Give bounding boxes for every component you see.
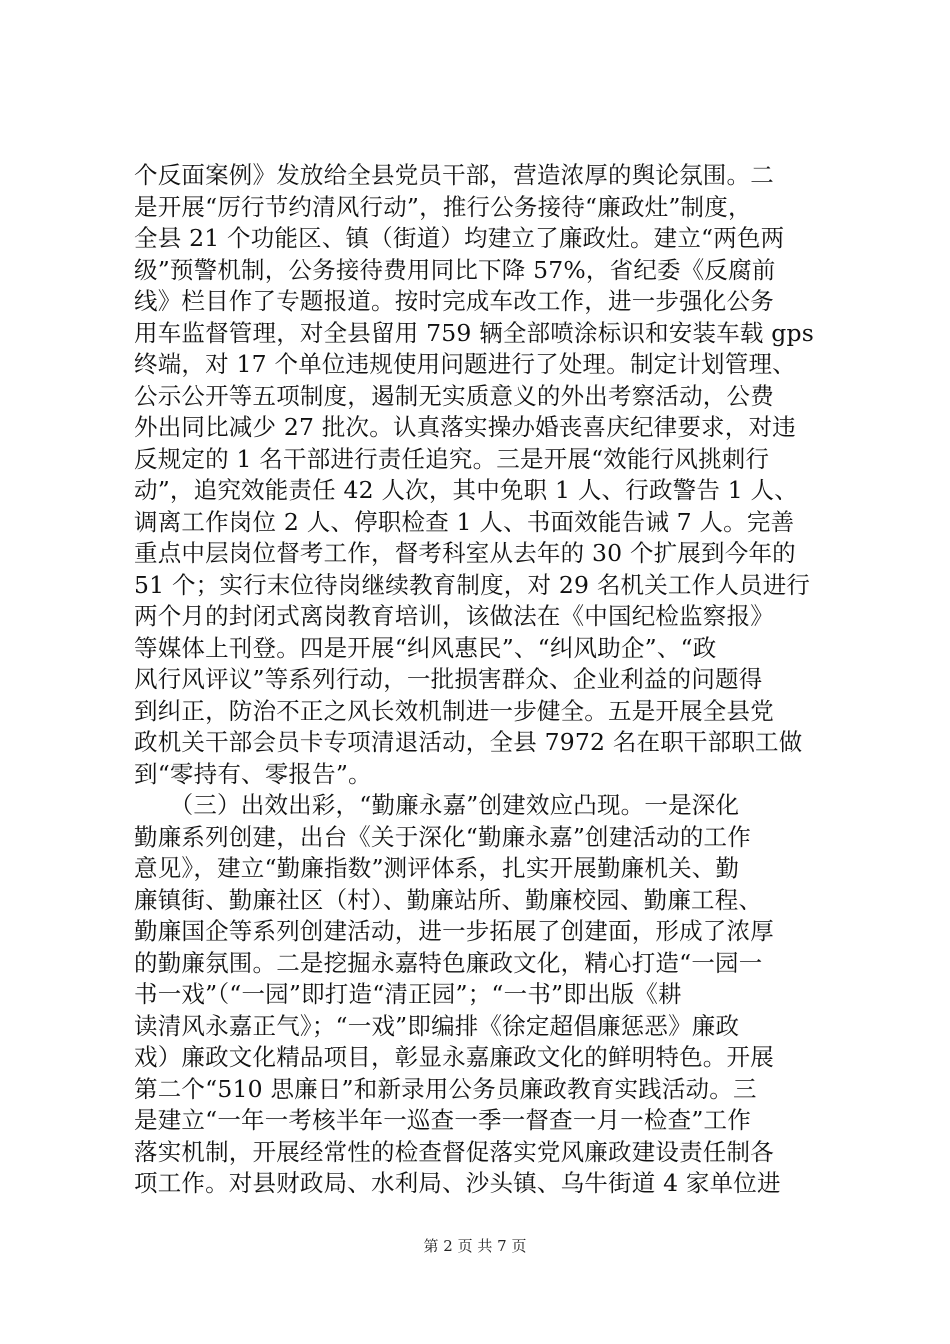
- text-line: 终端，对 17 个单位违规使用问题进行了处理。制定计划管理、: [134, 350, 796, 378]
- page-footer: 第 2 页 共 7 页: [423, 1237, 527, 1255]
- text-line: 戏）廉政文化精品项目，彰显永嘉廉政文化的鲜明特色。开展: [134, 1043, 774, 1071]
- text-line: 反规定的 1 名干部进行责任追究。三是开展“效能行风挑刺行: [134, 444, 770, 473]
- text-line: 第二个“510 思廉日”和新录用公务员廉政教育实践活动。三: [134, 1074, 757, 1103]
- document-body: [134, 160, 816, 1200]
- text-line: 动”，追究效能责任 42 人次，其中免职 1 人、行政警告 1 人、: [134, 476, 798, 504]
- text-line: 51 个；实行末位待岗继续教育制度，对 29 名机关工作人员进行: [134, 570, 811, 599]
- text-line: 两个月的封闭式离岗教育培训，该做法在《中国纪检监察报》: [134, 602, 774, 630]
- text-line: 项工作。对县财政局、水利局、沙头镇、乌牛街道 4 家单位进: [134, 1169, 781, 1197]
- text-line: 到纠正，防治不正之风长效机制进一步健全。五是开展全县党: [134, 696, 774, 725]
- text-line: 读清风永嘉正气》；“一戏”即编排《徐定超倡廉惩恶》廉政: [134, 1011, 740, 1040]
- text-line: 勤廉系列创建，出台《关于深化“勤廉永嘉”创建活动的工作: [134, 822, 751, 851]
- text-line: 到“零持有、零报告”。: [134, 759, 372, 788]
- text-line: 个反面案例》发放给全县党员干部，营造浓厚的舆论氛围。二: [134, 161, 774, 189]
- text-line: 重点中层岗位督考工作，督考科室从去年的 30 个扩展到今年的: [134, 539, 796, 567]
- text-line: 调离工作岗位 2 人、停职检查 1 人、书面效能告诫 7 人。完善: [134, 507, 795, 536]
- text-line: 级”预警机制，公务接待费用同比下降 57%，省纪委《反腐前: [134, 255, 776, 284]
- text-line: 意见》，建立“勤廉指数”测评体系，扎实开展勤廉机关、勤: [134, 854, 740, 882]
- text-line: 是开展“厉行节约清风行动”，推行公务接待“廉政灶”制度，: [134, 192, 752, 221]
- text-line: 廉镇街、勤廉社区（村）、勤廉站所、勤廉校园、勤廉工程、: [134, 885, 763, 914]
- text-line: 书一戏”（“一园”即打造“清正园”；“一书”即出版《耕: [134, 980, 682, 1008]
- text-line: 等媒体上刊登。四是开展“纠风惠民”、“纠风助企”、“政: [134, 633, 717, 662]
- text-line: 线》栏目作了专题报道。按时完成车改工作，进一步强化公务: [134, 287, 774, 315]
- text-line: 政机关干部会员卡专项清退活动，全县 7972 名在职干部职工做: [134, 728, 803, 756]
- text-line: 勤廉国企等系列创建活动，进一步拓展了创建面，形成了浓厚: [134, 917, 774, 945]
- text-line: 公示公开等五项制度，遏制无实质意义的外出考察活动，公费: [134, 381, 774, 410]
- text-line: 是建立“一年一考核半年一巡查一季一督查一月一检查”工作: [134, 1106, 751, 1134]
- text-line: 落实机制，开展经常性的检查督促落实党风廉政建设责任制各: [134, 1137, 774, 1166]
- text-line: 外出同比减少 27 批次。认真落实操办婚丧喜庆纪律要求，对违: [134, 413, 796, 441]
- text-line: 风行风评议”等系列行动，一批损害群众、企业利益的问题得: [134, 665, 763, 693]
- text-line: 的勤廉氛围。二是挖掘永嘉特色廉政文化，精心打造“一园一: [134, 948, 763, 977]
- text-line: 全县 21 个功能区、镇（街道）均建立了廉政灶。建立“两色两: [134, 224, 785, 252]
- text-line: 用车监督管理，对全县留用 759 辆全部喷涂标识和安装车载 gps: [134, 318, 815, 347]
- text-line: （三）出效出彩，“勤廉永嘉”创建效应凸现。一是深化: [134, 791, 740, 819]
